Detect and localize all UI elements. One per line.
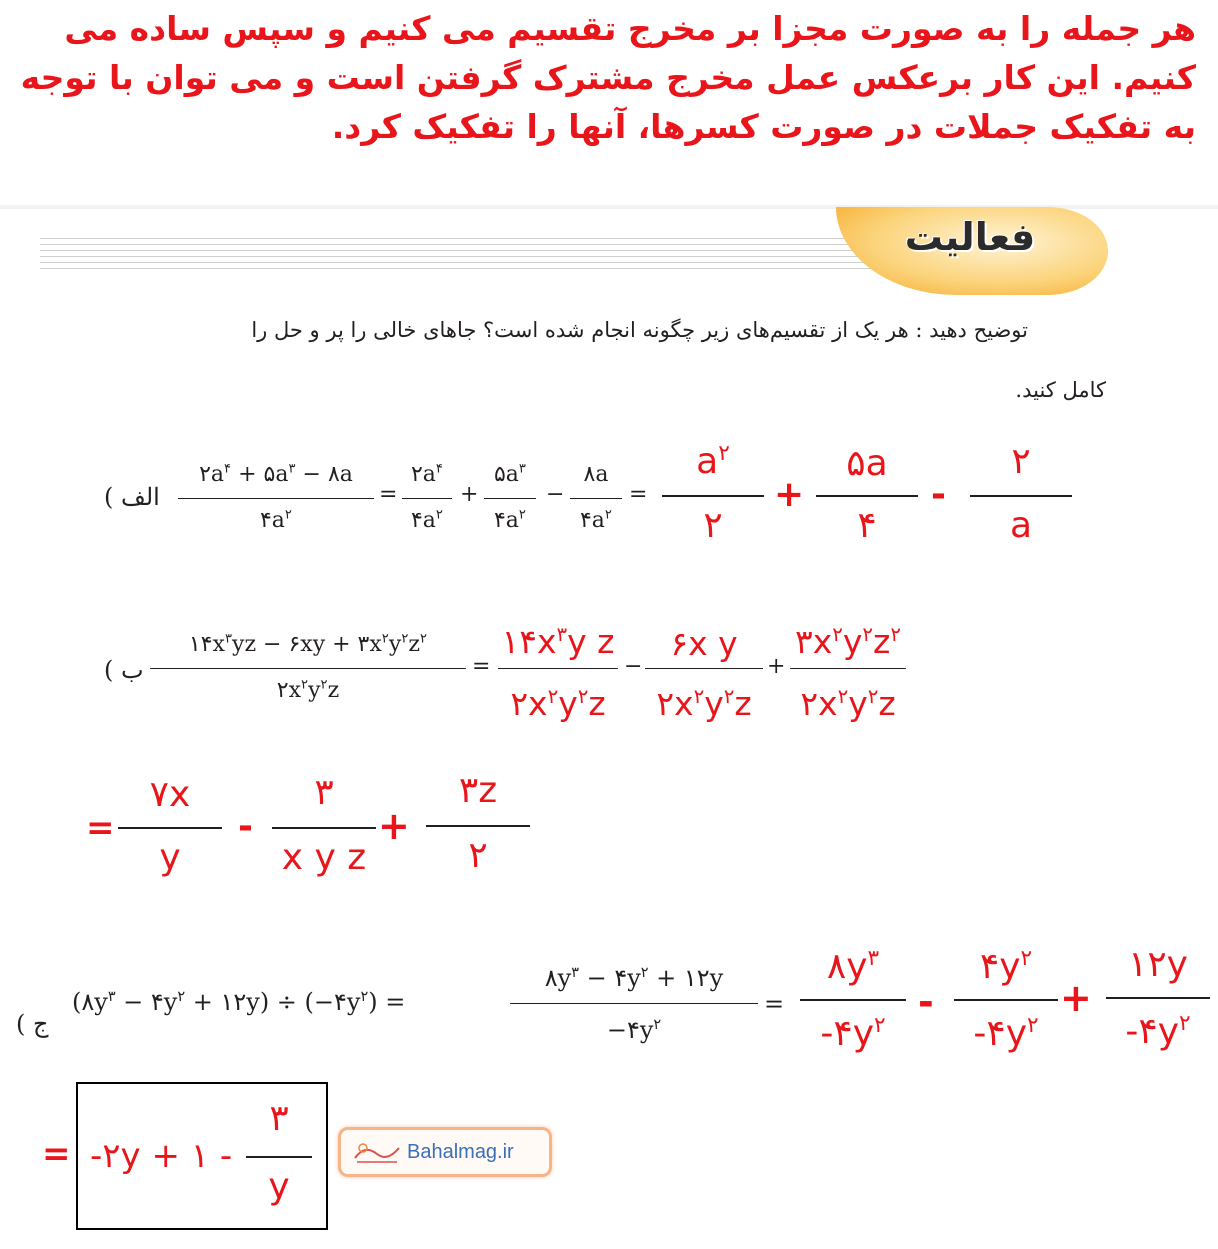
part-a-answer3-den: a	[1009, 505, 1033, 546]
watermark-badge[interactable]	[338, 1127, 552, 1177]
part-b-simplified1-bar	[118, 827, 222, 829]
part-c-answer1-den: $-۴y^۲$	[820, 1013, 886, 1054]
part-c-answer2-num: $۴y^۲$	[979, 946, 1033, 987]
part-b-answer3-den: $۲x^۲y^۲z$	[800, 684, 896, 723]
part-a-plus: +	[460, 482, 479, 507]
part-a-term3-bar	[570, 498, 622, 499]
part-a-answer3-bar	[970, 495, 1072, 497]
final-answer-box	[76, 1082, 328, 1230]
part-a-term3-den: $۴a^۲$	[579, 507, 613, 533]
part-b-minus: −	[624, 654, 643, 679]
part-a-answer3-num: ۲	[1011, 441, 1031, 482]
part-b-simplified-equals: =	[86, 808, 115, 848]
part-b-answer2-num: ۶x y	[670, 624, 738, 663]
part-a-answer1-den: ۲	[703, 505, 723, 546]
part-a-answer2-bar	[816, 495, 918, 497]
part-b-plus: +	[767, 654, 786, 679]
part-a-answer2-den: ۴	[857, 505, 877, 546]
part-c-answer-op-plus: +	[1060, 976, 1092, 1020]
activity-label: فعالیت	[904, 215, 1036, 259]
final-answer-frac-bar	[246, 1156, 312, 1158]
part-b-simplified3-num: ۳z	[458, 770, 498, 811]
part-c-lhs-den: $-۴y^۲$	[606, 1016, 662, 1044]
activity-header	[0, 205, 1218, 305]
part-b-equals: =	[472, 654, 491, 679]
final-answer-expression: -۲y + ۱ -	[90, 1136, 233, 1176]
part-a-term2-den: $۴a^۲$	[493, 507, 527, 533]
part-b-label: ب )	[104, 656, 144, 684]
part-a-term1-den: $۴a^۲$	[410, 507, 444, 533]
part-b-answer2-bar	[645, 668, 763, 669]
part-c-answer3-den: $-۴y^۲$	[1125, 1011, 1191, 1052]
final-answer-frac-num: ۳	[269, 1098, 289, 1139]
part-b-simplified3-den: ۲	[468, 835, 488, 876]
part-b-simplified-minus: -	[238, 806, 253, 847]
watermark-text: Bahalmag.ir	[407, 1141, 514, 1163]
part-c-answer2-den: $-۴y^۲$	[973, 1013, 1039, 1054]
part-a-equals: =	[379, 482, 398, 507]
part-a-answer2-num: ۵a	[846, 443, 888, 484]
part-a-term1-bar	[402, 498, 452, 499]
part-b-simplified3-bar	[426, 825, 530, 827]
part-c-answer2-bar	[954, 999, 1058, 1001]
watermark-logo-icon	[351, 1140, 403, 1166]
part-b-lhs-den: $۲x^۲y^۲z$	[276, 677, 340, 703]
part-c-answer1-num: $۸y^۳$	[826, 946, 880, 987]
part-c-final-equals: =	[42, 1134, 71, 1174]
part-b-simplified1-den: y	[159, 837, 181, 878]
part-a-minus: −	[546, 482, 565, 507]
part-b-answer3-num: $۳x^۲y^۲z^۲$	[795, 622, 901, 661]
part-b-lhs-bar	[150, 668, 466, 669]
part-a-equals-2: =	[629, 482, 648, 507]
part-c-expression: ($۸y^۳$ − $۴y^۲$ + ۱۲y) ÷ $(-۴y^۲)$ =	[72, 988, 406, 1016]
part-b-lhs-num: $۱۴x^۳yz$ − ۶xy + $۳x^۲y^۲z^۲$	[188, 631, 428, 657]
part-a-term3-num: ۸a	[583, 462, 609, 487]
part-c-lhs-num: $۸y^۳$ − $۴y^۲$ + ۱۲y	[544, 964, 724, 992]
part-c-answer-op-minus: -	[918, 980, 934, 1024]
part-c-answer1-bar	[800, 999, 906, 1001]
part-a-answer-op-minus: -	[931, 474, 946, 515]
part-a-answer-op-plus: +	[774, 474, 805, 515]
part-a-lhs-num: $۲a^۴$ + $۵a^۳$ − ۸a	[199, 461, 353, 487]
instruction-line-1: توضیح دهید : هر یک از تقسیم‌های زیر چگونه انجام شده است؟ جاهای خالی را پر و حل را	[251, 318, 1028, 342]
part-b-answer1-den: $۲x^۲y^۲z$	[510, 684, 606, 723]
intro-paragraph: هر جمله را به صورت مجزا بر مخرج تقسیم می کنیم و سپس ساده می کنیم. این کار برعکس عمل مخرج مشترک گرفتن است و می توان با توجه به تفکیک جملات در صورت کسرها، آنها را تفکیک کرد.	[20, 9, 1196, 146]
part-c-answer3-bar	[1106, 997, 1210, 999]
part-b-answer3-bar	[790, 668, 906, 669]
part-b-simplified2-num: ۳	[314, 772, 334, 813]
part-a-lhs-bar	[178, 498, 374, 499]
part-a-term2-bar	[484, 498, 536, 499]
part-b-simplified-plus: +	[378, 804, 410, 848]
part-b-simplified2-den: x y z	[281, 837, 367, 878]
part-b-answer2-den: $۲x^۲y^۲z$	[656, 684, 752, 723]
part-b-simplified1-num: ۷x	[149, 774, 191, 815]
part-c-lhs-bar	[510, 1003, 758, 1004]
part-b-answer1-bar	[498, 668, 618, 669]
part-a-answer1-bar	[662, 495, 764, 497]
part-a-term2-num: $۵a^۳$	[493, 461, 527, 487]
part-a-term1-num: $۲a^۴$	[410, 461, 444, 487]
part-a-label: الف )	[104, 483, 160, 511]
final-answer-frac-den: y	[268, 1166, 290, 1207]
header-lines	[40, 233, 900, 269]
part-a-lhs-den: $۴a^۲$	[259, 507, 293, 533]
part-b-answer1-num: $۱۴x^۳y$ z	[501, 622, 615, 661]
part-b-simplified2-bar	[272, 827, 376, 829]
instruction-line-2: کامل کنید.	[1015, 378, 1106, 402]
part-c-answer3-num: ۱۲y	[1128, 944, 1188, 985]
part-c-label: ج )	[16, 1010, 49, 1038]
part-a-answer1-num: $a^۲$	[696, 441, 730, 482]
part-c-equals: =	[764, 990, 785, 1018]
